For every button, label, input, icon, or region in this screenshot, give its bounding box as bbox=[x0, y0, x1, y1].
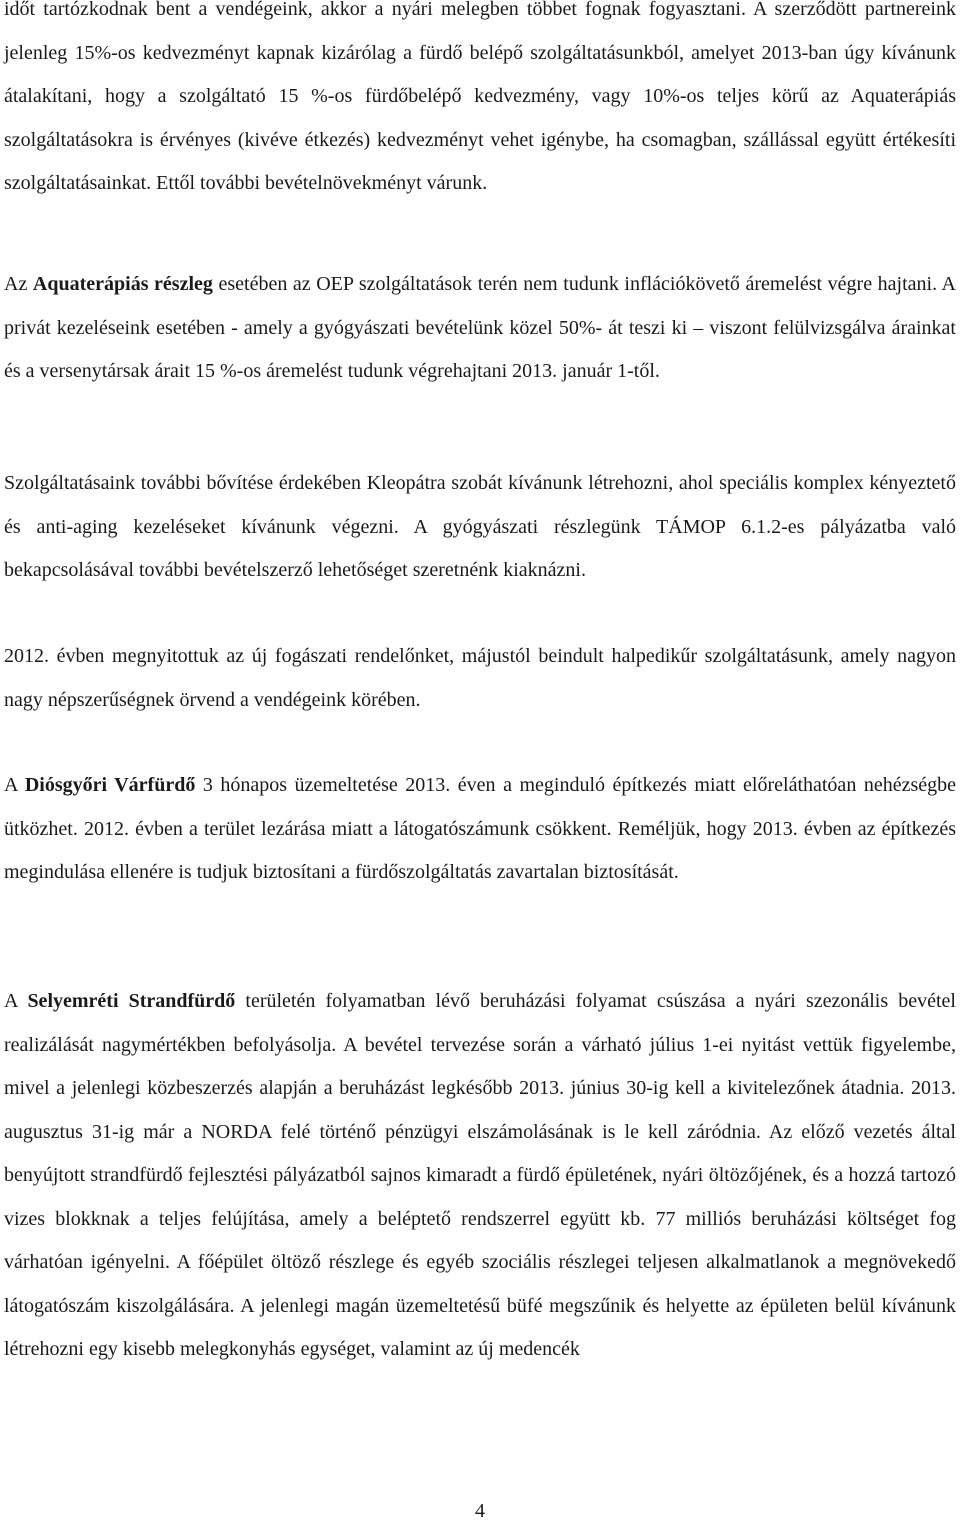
paragraph-selyemret-beach bbox=[4, 980, 956, 1372]
bold-term: Aquaterápiás részleg bbox=[32, 273, 213, 295]
paragraph-service-expansion bbox=[4, 462, 956, 593]
paragraph-dental-clinic bbox=[4, 635, 956, 722]
text-run: 3 hónapos üzemeltetése 2013. éven a meginduló építkezés miatt előreláthatóan nehézségbe ütközhet. 2012. évben a terület lezárása miatt a látogatószámunk csökkent. Reméljük, hogy 2013. évben az építkezés megindulása ellenére is tudjuk biztosítani a fürdőszolgáltatás zavartalan biztosítását. bbox=[4, 774, 956, 883]
bold-term: Selyemréti Strandfürdő bbox=[27, 990, 236, 1012]
text-run: Szolgáltatásaink további bővítése érdekében Kleopátra szobát kívánunk létrehozni, ahol speciális komplex kényeztető és anti-aging kezeléseket kívánunk végezni. A gyógyászati részlegünk TÁMOP 6.1.2-es pályázatba való bekapcsolásával további bevételszerző lehetőséget szeretnénk kiaknázni. bbox=[4, 472, 956, 581]
paragraph-aquatherapy bbox=[4, 263, 956, 394]
bold-term: Diósgyőri Várfürdő bbox=[24, 774, 196, 796]
paragraph-diosgyor-castle-bath bbox=[4, 764, 956, 895]
text-run: A bbox=[4, 774, 25, 796]
text-run: időt tartózkodnak bent a vendégeink, akkor a nyári melegben többet fognak fogyasztani. A szerződött partnereink jelenleg 15%-os kedvezményt kapnak kizárólag a fürdő belépő szolgáltatásunkból, amelyet 2013-ban úgy kívánunk átalakítani, hogy a szolgáltató 15 %-os fürdőbelépő kedvezmény, vagy 10%-os teljes körű az Aquaterápiás szolgáltatásokra is érvényes (kivéve étkezés) kedvezményt vehet igénybe, ha csomagban, szállással együtt értékesíti szolgáltatásainkat. Ettől további bevételnövekményt várunk. bbox=[4, 0, 956, 194]
text-run: A bbox=[4, 990, 28, 1012]
text-run: Az bbox=[4, 273, 33, 295]
text-run: esetében az OEP szolgáltatások terén nem tudunk inflációkövető áremelést végre hajtani. A privát kezeléseink esetében - amely a gyógyászati bevételünk közel 50%- át teszi ki – viszont felülvizsgálva árainkat és a versenytársak árait 15 %-os áremelést tudunk végrehajtani 2013. január 1-től. bbox=[4, 273, 956, 382]
text-run: 2012. évben megnyitottuk az új fogászati rendelőnket, májustól beindult halpedikűr szolgáltatásunk, amely nagyon nagy népszerűségnek örvend a vendégeink körében. bbox=[4, 645, 956, 711]
paragraph-discount-partners bbox=[4, 0, 956, 206]
text-run: területén folyamatban lévő beruházási folyamat csúszása a nyári szezonális bevétel realizálását nagymértékben befolyásolja. A bevétel tervezése során a várható július 1-ei nyitást vettük figyelembe, mivel a jelenlegi közbeszerzés alapján a beruházást legkésőbb 2013. június 30-ig kell a kivitelezőnek átadnia. 2013. augusztus 31-ig már a NORDA felé történő pénzügyi elszámolásának is le kell záródnia. Az előző vezetés által benyújtott strandfürdő fejlesztési pályázatból sajnos kimaradt a fürdő épületének, nyári öltözőjének, és a hozzá tartozó vizes blokknak a teljes felújítása, amely a beléptető rendszerrel együtt kb. 77 milliós beruházási költséget fog várhatóan igényelni. A főépület öltöző részlege és egyéb szociális részlegei teljesen alkalmatlanok a megnövekedő látogatószám kiszolgálására. A jelenlegi magán üzemeltetésű büfé megszűnik és helyette az épületen belül kívánunk létrehozni egy kisebb melegkonyhás egységet, valamint az új medencék bbox=[4, 990, 956, 1360]
page-number: 4 bbox=[475, 1500, 485, 1522]
